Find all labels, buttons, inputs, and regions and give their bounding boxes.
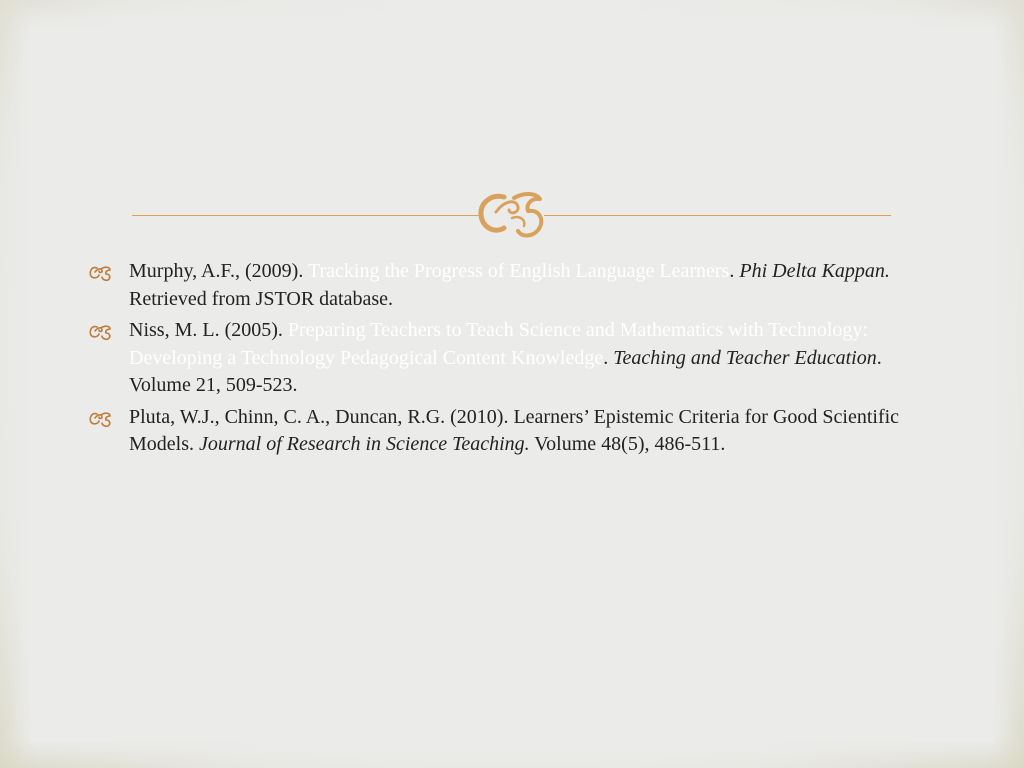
ornate-bullet-icon (88, 265, 112, 281)
ornate-bullet-icon (88, 324, 112, 340)
ornate-bullet-icon (88, 411, 112, 427)
reference-journal: Phi Delta Kappan. (739, 260, 890, 282)
reference-journal: Teaching and Teacher Education (613, 346, 877, 369)
reference-separator: . (729, 260, 740, 282)
reference-item (88, 258, 928, 313)
reference-authors: Murphy, A.F., (2009). (129, 260, 308, 282)
reference-authors: Niss, M. L. (2005). (129, 319, 288, 341)
reference-details: Retrieved from JSTOR database. (129, 287, 394, 310)
divider-line-left (132, 215, 480, 216)
reference-journal: Journal of Research in Science Teaching. (199, 433, 530, 455)
reference-title-link[interactable]: Tracking the Progress of English Language Learners (307, 260, 730, 282)
divider-line-right (544, 215, 891, 216)
reference-authors: Pluta, W.J., Chinn, C. A., Duncan, R.G. (2010). Learners’ Epistemic Criteria for Good Scientific Models. (129, 405, 900, 455)
reference-title-link[interactable]: Preparing Teachers to Teach Science and Mathematics with Technology: Developing a Technology Pedagogical Content Knowledge (129, 319, 868, 369)
reference-details: . Volume 21, 509-523. (129, 346, 882, 396)
decorative-flourish-icon (474, 188, 550, 240)
reference-separator: . (603, 346, 614, 369)
reference-item (88, 404, 928, 459)
reference-list (88, 258, 928, 463)
reference-details: Volume 48(5), 486-511. (529, 433, 726, 455)
reference-item (88, 317, 928, 400)
